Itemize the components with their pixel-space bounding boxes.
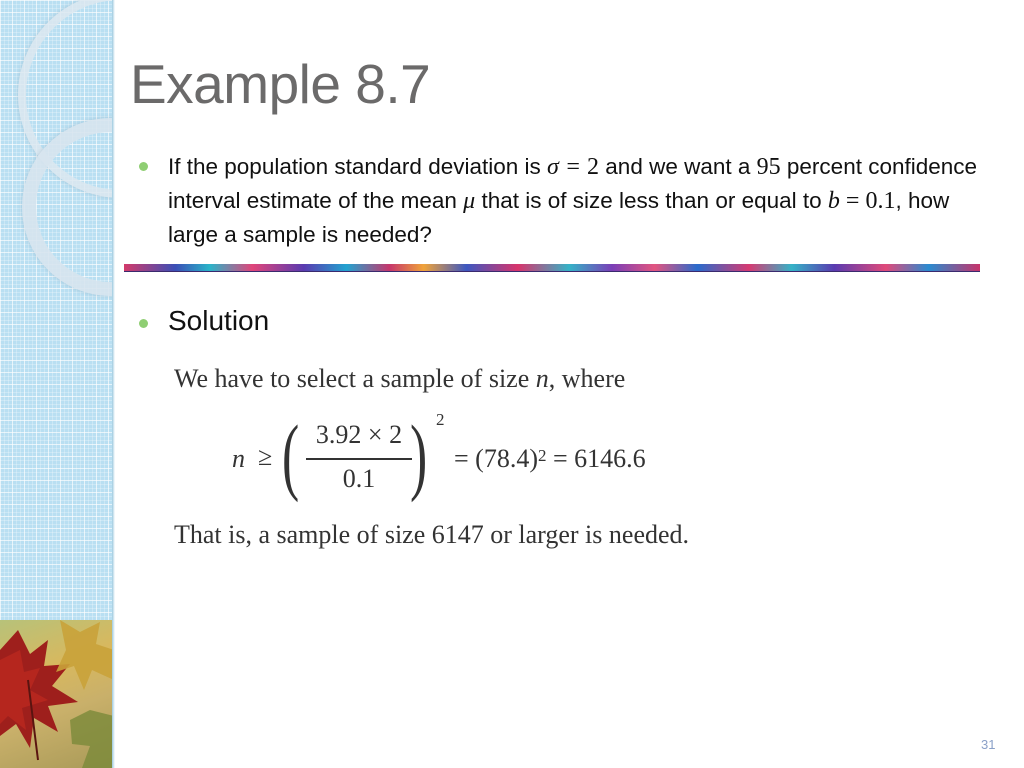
formula-rhs bbox=[454, 444, 646, 474]
fraction-bar bbox=[306, 458, 412, 460]
solution-label: Solution bbox=[168, 305, 270, 336]
question-text bbox=[168, 150, 988, 251]
solution-line-2: That is, a sample of size 6147 or larger is needed. bbox=[174, 520, 690, 549]
formula-exponent: 2 bbox=[436, 410, 445, 429]
slide-title: Example 8.7 bbox=[130, 53, 431, 115]
question-part: If the population standard deviation is bbox=[168, 154, 548, 179]
b-symbol: b bbox=[827, 188, 840, 214]
percent-value: 95 bbox=[756, 154, 781, 180]
side-decoration-band bbox=[0, 0, 114, 768]
decorative-divider bbox=[124, 264, 980, 272]
question-part: , how large a sample is needed? bbox=[168, 188, 950, 247]
question-part: that is of size less than or equal to bbox=[475, 188, 828, 213]
solution-text: We have to select a sample of size bbox=[174, 364, 536, 393]
formula-rhs-pre: = (78.4) bbox=[454, 444, 538, 473]
side-band-edge bbox=[112, 0, 115, 768]
variable-n: n bbox=[535, 364, 549, 393]
bullet-dot bbox=[139, 162, 148, 171]
solution-text: , where bbox=[548, 364, 626, 393]
formula-open-paren: ( bbox=[282, 407, 300, 503]
sigma-symbol: σ = bbox=[547, 154, 588, 180]
formula-numerator: 3.92 × 2 bbox=[315, 420, 403, 449]
solution-line-1 bbox=[174, 364, 625, 394]
formula-rhs-result: = 6146.6 bbox=[546, 444, 646, 473]
formula-denominator: 0.1 bbox=[342, 464, 376, 493]
page-number: 31 bbox=[981, 737, 996, 752]
formula-close-paren: ) bbox=[410, 407, 428, 503]
formula-lhs-variable: n bbox=[232, 444, 245, 473]
b-value: = 0.1 bbox=[839, 188, 896, 214]
formula-relation: ≥ bbox=[258, 442, 273, 471]
question-part: percent confidence interval estimate of the mean bbox=[168, 154, 978, 213]
question-part: and we want a bbox=[599, 154, 757, 179]
sigma-value: 2 bbox=[587, 154, 600, 180]
bullet-dot bbox=[139, 319, 148, 328]
formula-rhs-exponent: 2 bbox=[537, 446, 547, 465]
autumn-leaves-image bbox=[0, 620, 114, 768]
mu-symbol: μ bbox=[463, 188, 476, 214]
